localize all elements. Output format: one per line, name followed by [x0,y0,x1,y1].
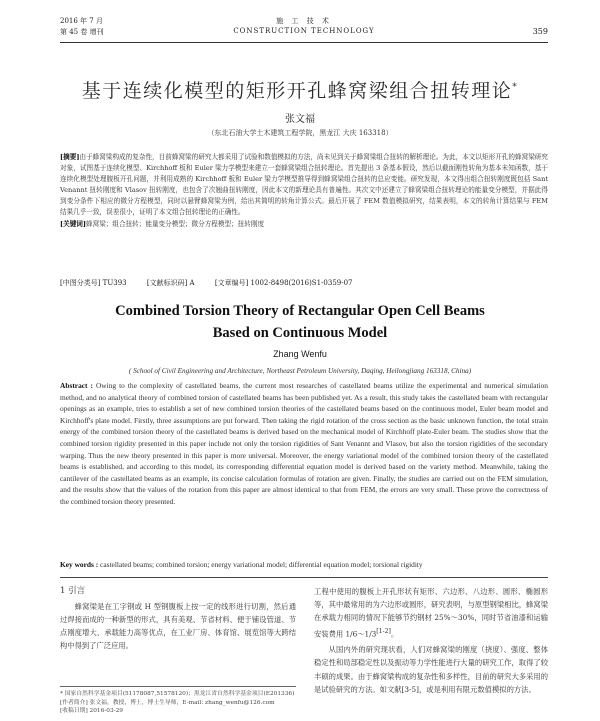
chinese-keywords-label: [关键词] [60,219,87,228]
clc-number: [中图分类号] TU393 [60,279,127,287]
chinese-title-text: 基于连续化模型的矩形开孔蜂窝梁组合扭转理论 [81,80,513,102]
fund-note: * 国家自然科学基金项目(51178087,51578120)；黑龙江省自然科学基金项目(E201336) [60,691,295,697]
chinese-affiliation: （东北石油大学土木建筑工程学院，黑龙江 大庆 163318） [207,129,393,137]
english-affiliation: ( School of Civil Engineering and Architecture, Northeast Petroleum University, Daqing, Heilongjiang 163318, China) [128,367,472,375]
english-keywords-label: Key words : [60,560,99,569]
author-info: [作者简介] 张文福，教授，博士，博士生导师，E-mail: zhang_wenfu@126.com [60,699,275,706]
journal-name-en: CONSTRUCTION TECHNOLOGY [233,27,375,35]
english-abstract [60,380,548,508]
document-code: [文献标识码] A [146,279,195,287]
footnote [60,686,296,716]
chinese-abstract-label: [摘要] [60,153,80,161]
chinese-keywords: 蜂窝梁；组合扭转；能量变分模型；微分方程模型；扭转刚度 [86,219,265,228]
section-divider [60,577,548,578]
right-column [314,585,548,699]
running-header [60,14,548,43]
intro-paragraph-right-2: 从国内外的研究现状看，人们对蜂窝梁的刚度（挠度）、强度、整体稳定性和局部稳定性以及振动等力学性能进行大量的研究工作，取得了较丰硕的成果。由于蜂窝梁构成的复杂性和多样性，目前的研究大多采用的是试验研究的方法。如文献[3-5]，或是利用有限元数值模拟的方法。 [314,645,548,694]
english-title-line1: Combined Torsion Theory of Rectangular Open Cell Beams [115,303,485,319]
volume-number: 第 45 卷 增刊 [60,28,104,36]
english-title [40,300,560,344]
chinese-author: 张文福 [285,114,315,125]
english-keywords [60,560,548,569]
english-abstract-text: Owing to the complexity of castellated beams, the current most researches of castellated beams utilize the experimental and numerical simulation method, and no analytical theory of combined torsion of castellated beams has been published yet. As a result, this study takes the castellated beam with rectangular openings as an example, tries to establish a set of new combined torsion theories of the castellated beams based on the continuous model, Euler beam model and Kirchhoff's plate model. Firstly, three assumptions are put forward. Then taking the rigid rotation of the cross section as the basic unknown function, the total strain energy of the combined torsion theory of the castellated beams is derived based on the mechanical model of Kirchhoff plate-Euler beam. The studies show that the combined torsion rigidity presented in this paper include not only the torsion rigidities of Sant Venannt and Vlasov, but also the torsion rigidities of the secondary warping. Thus the new theory presented in this paper is more universal. Moreover, the energy variational model of the combined torsion theory of the castellated beams is established, and according to this model, its corresponding differential equation model is derived based on the variety method. Meanwhile, taking the cantilever of the castellated beams as an example, its concise calculation formulas of rotation are given. Finally, the studies are carried out on the FEM simulation, and the results show that the values of the rotation from this paper are almost identical to that from FEM, the errors are very small. These prove the correctness of the combined torsion theory presented. [60,381,548,506]
chinese-abstract [60,152,548,230]
journal-name-cn: 施 工 技 术 [276,17,332,25]
section-heading-introduction: 1 引言 [60,586,86,596]
citation-1-2: [1-2] [376,627,391,635]
received-date: [收稿日期] 2016-03-29 [60,708,123,714]
intro-paragraph-right-1: 工程中使用的腹板上开孔形状有矩形、六边形、八边形、圆形、椭圆形等，其中最常用的为六边形或圆形，研究表明，与原型钢梁相比，蜂窝梁在承载力相同的情况下能够节约钢材 25%～30%，同时节省油漆和运输安装费用 1/6～1/3[1-2]。 [314,587,548,639]
chinese-abstract-text: 由于蜂窝梁构成的复杂性，目前蜂窝梁的研究大都采用了试验和数值模拟的方法，尚未见到关于蜂窝梁组合扭转的解析理论。为此，本文以矩形开孔的蜂窝梁研究对象，试图基于连续化模型、Kirchhoff 板和 Euler 梁力学模型来建立一套蜂窝梁组合扭转理论。首先提出 3 条基本假设，然后以截面刚性转角为基本未知函数，基于连续化模型处理腹板开孔问题，并利用成熟的 Kirchhoff 板和 Euler 梁力学模型推导得到蜂窝梁组合扭转的总应变能。研究发现，本文得出组合扭转刚度既包括 Sant Venannt 扭转刚度和 Vlasov 扭转刚度，也包含了次翘曲扭转刚度，因此本文的新理论具有普遍性。其次文中还建立了蜂窝梁组合扭转理论的能量变分模型，并据此得到变分条件下相应的微分方程模型，同时以悬臂蜂窝梁为例，给出其简明的转角计算公式。最后开展了 FEM 数值模拟研究，结果表明，本文的转角计算结果与 FEM 结果几乎一致，误差很小，证明了本文组合扭转理论的正确性。 [60,153,548,217]
page-number: 359 [532,27,548,36]
classification-info [60,278,548,289]
left-column [60,585,296,652]
issue-date: 2016 年 7 月 [60,17,103,25]
english-keywords-text: castellated beams; combined torsion; energy variational model; differential equation model; torsional rigidity [100,560,423,569]
article-number: [文章编号] 1002-8498(2016)S1-0359-07 [214,279,353,287]
english-title-line2: Based on Continuous Model [212,325,388,341]
english-abstract-label: Abstract : [60,381,93,390]
fund-mark: * [512,82,519,93]
english-author: Zhang Wenfu [273,349,327,359]
chinese-title [40,76,560,103]
intro-paragraph-right-1-text: 工程中使用的腹板上开孔形状有矩形、六边形、八边形、圆形、椭圆形等，其中最常用的为六边形或圆形，研究表明，与原型钢梁相比，蜂窝梁在承载力相同的情况下能够节约钢材 25%～30%，同时节省油漆和运输安装费用 1/6～1/3 [314,587,548,639]
intro-paragraph-left: 蜂窝梁是在工字钢或 H 型钢腹板上按一定的线形进行切割，然后通过焊接而成的一种新型的形式，具有美观、节省材料、便于铺设管道、节点刚度增大、承载能力高等优点，在工业厂房、体育馆、展览馆等大跨结构中得到了广泛应用。 [60,602,296,650]
